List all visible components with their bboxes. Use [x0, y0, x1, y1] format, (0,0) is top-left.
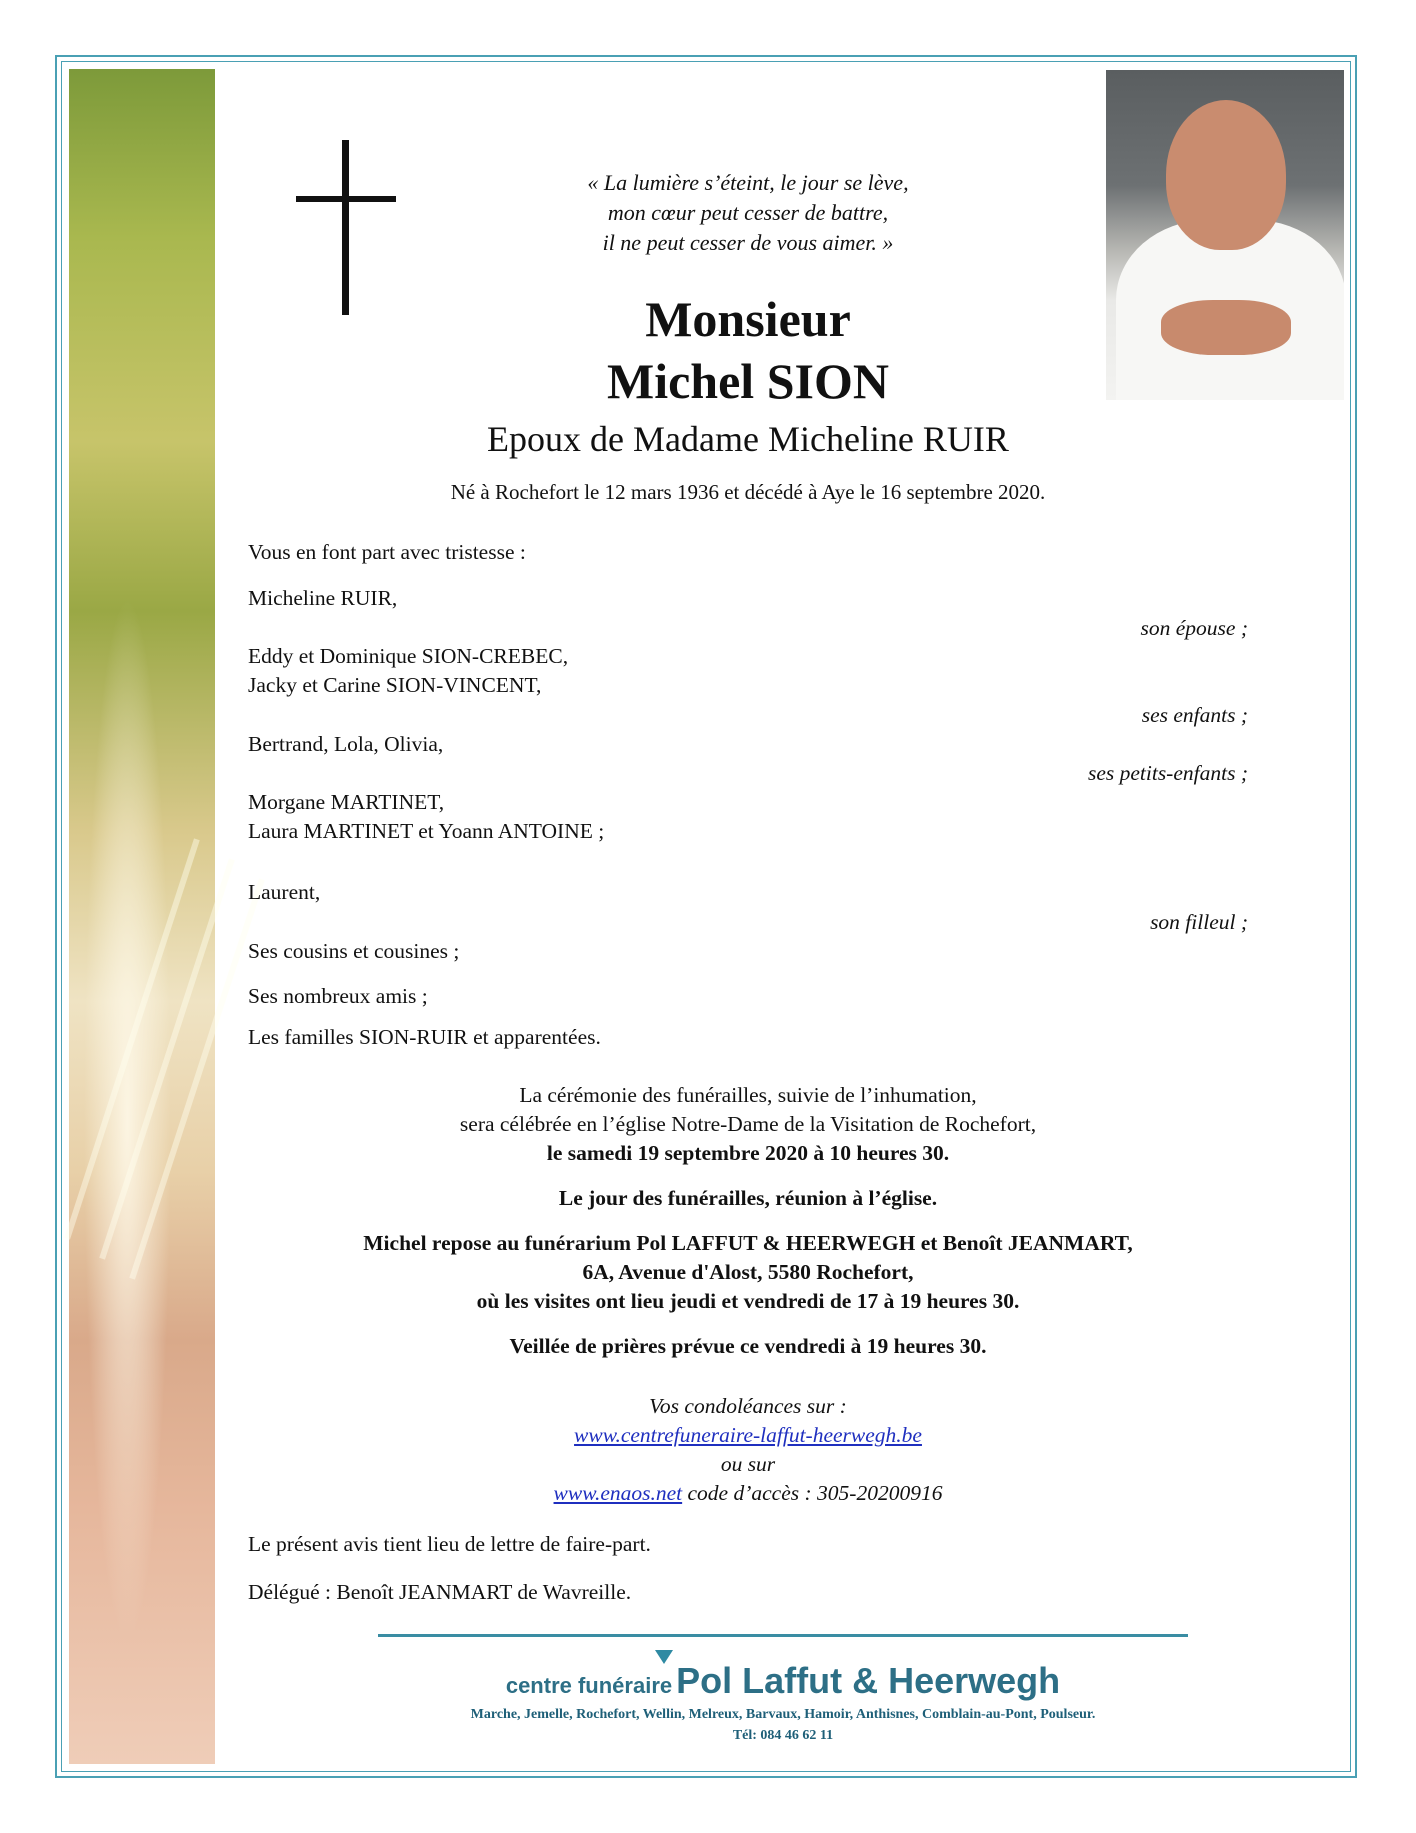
- condolences-link-1[interactable]: www.centrefuneraire-laffut-heerwegh.be: [574, 1423, 922, 1447]
- rest-line-2: 6A, Avenue d'Alost, 5580 Rochefort,: [582, 1260, 914, 1284]
- notice-text: Le présent avis tient lieu de lettre de faire-part.: [248, 1532, 651, 1556]
- family-families: Les familles SION-RUIR et apparentées.: [248, 1025, 601, 1049]
- condolences-intro: Vos condoléances sur :: [649, 1394, 847, 1418]
- condolences-link-2-row: [248, 1479, 1248, 1507]
- ceremony-line-2: sera célébrée en l’église Notre-Dame de la Visitation de Rochefort,: [459, 1112, 1037, 1136]
- spouse-line: Epoux de Madame Micheline RUIR: [487, 419, 1009, 459]
- children-role: ses enfants ;: [1141, 703, 1248, 727]
- family-intro: Vous en font part avec tristesse :: [248, 540, 526, 564]
- ceremony-line-1: La cérémonie des funérailles, suivie de l’inhumation,: [519, 1083, 977, 1107]
- birth-death-line: Né à Rochefort le 12 mars 1936 et décédé à Aye le 16 septembre 2020.: [450, 480, 1046, 504]
- condolences-link-2[interactable]: www.enaos.net: [553, 1481, 683, 1505]
- family-grandchildren: Bertrand, Lola, Olivia,: [248, 732, 444, 756]
- deceased-name: Michel SION: [607, 353, 889, 409]
- family-other-1: Morgane MARTINET,: [248, 790, 445, 814]
- ceremony-date: le samedi 19 septembre 2020 à 10 heures 30.: [546, 1141, 950, 1165]
- family-cousins: Ses cousins et cousines ;: [248, 939, 460, 963]
- footer-phone: Tél: 084 46 62 11: [732, 1728, 834, 1743]
- funeral-home-logo: [378, 1660, 1188, 1702]
- rest-line-3: où les visites ont lieu jeudi et vendredi de 17 à 19 heures 30.: [476, 1289, 1020, 1313]
- condolences-or: ou sur: [720, 1452, 776, 1476]
- forest-path-photo: [69, 69, 215, 1764]
- family-godson: Laurent,: [248, 880, 321, 904]
- condolences-link-1-row: [248, 1421, 1248, 1449]
- logo-small-text: centre funéraire: [505, 1673, 673, 1698]
- quote-line-2: mon cœur peut cesser de battre,: [607, 200, 889, 225]
- family-friends: Ses nombreux amis ;: [248, 984, 428, 1008]
- delegate-text: Délégué : Benoît JEANMART de Wavreille.: [248, 1580, 632, 1604]
- family-child-1: Eddy et Dominique SION-CREBEC,: [248, 644, 569, 668]
- logo-big-text: Pol Laffut & Heerwegh: [676, 1660, 1061, 1701]
- quote-line-1: « La lumière s’éteint, le jour se lève,: [587, 170, 909, 195]
- grandchildren-role: ses petits-enfants ;: [1087, 761, 1248, 785]
- quote-line-3: il ne peut cesser de vous aimer. »: [602, 230, 894, 255]
- family-spouse: Micheline RUIR,: [248, 586, 398, 610]
- spouse-role: son épouse ;: [1140, 616, 1248, 640]
- vigil-note: Veillée de prières prévue ce vendredi à 19 heures 30.: [509, 1334, 987, 1358]
- footer-divider: [378, 1634, 1188, 1637]
- godson-role: son filleul ;: [1150, 910, 1248, 934]
- footer-towns: Marche, Jemelle, Rochefort, Wellin, Melreux, Barvaux, Hamoir, Anthisnes, Comblain-au-Pont, Poulseur.: [470, 1707, 1096, 1722]
- family-other-2: Laura MARTINET et Yoann ANTOINE ;: [248, 819, 605, 843]
- meeting-note: Le jour des funérailles, réunion à l’église.: [558, 1186, 938, 1210]
- memorial-quote: [248, 168, 1248, 258]
- rest-line-1: Michel repose au funérarium Pol LAFFUT & HEERWEGH et Benoît JEANMART,: [363, 1231, 1133, 1255]
- family-child-2: Jacky et Carine SION-VINCENT,: [248, 673, 542, 697]
- deceased-title: Monsieur: [645, 291, 851, 347]
- access-code: code d’accès : 305-20200916: [687, 1481, 943, 1505]
